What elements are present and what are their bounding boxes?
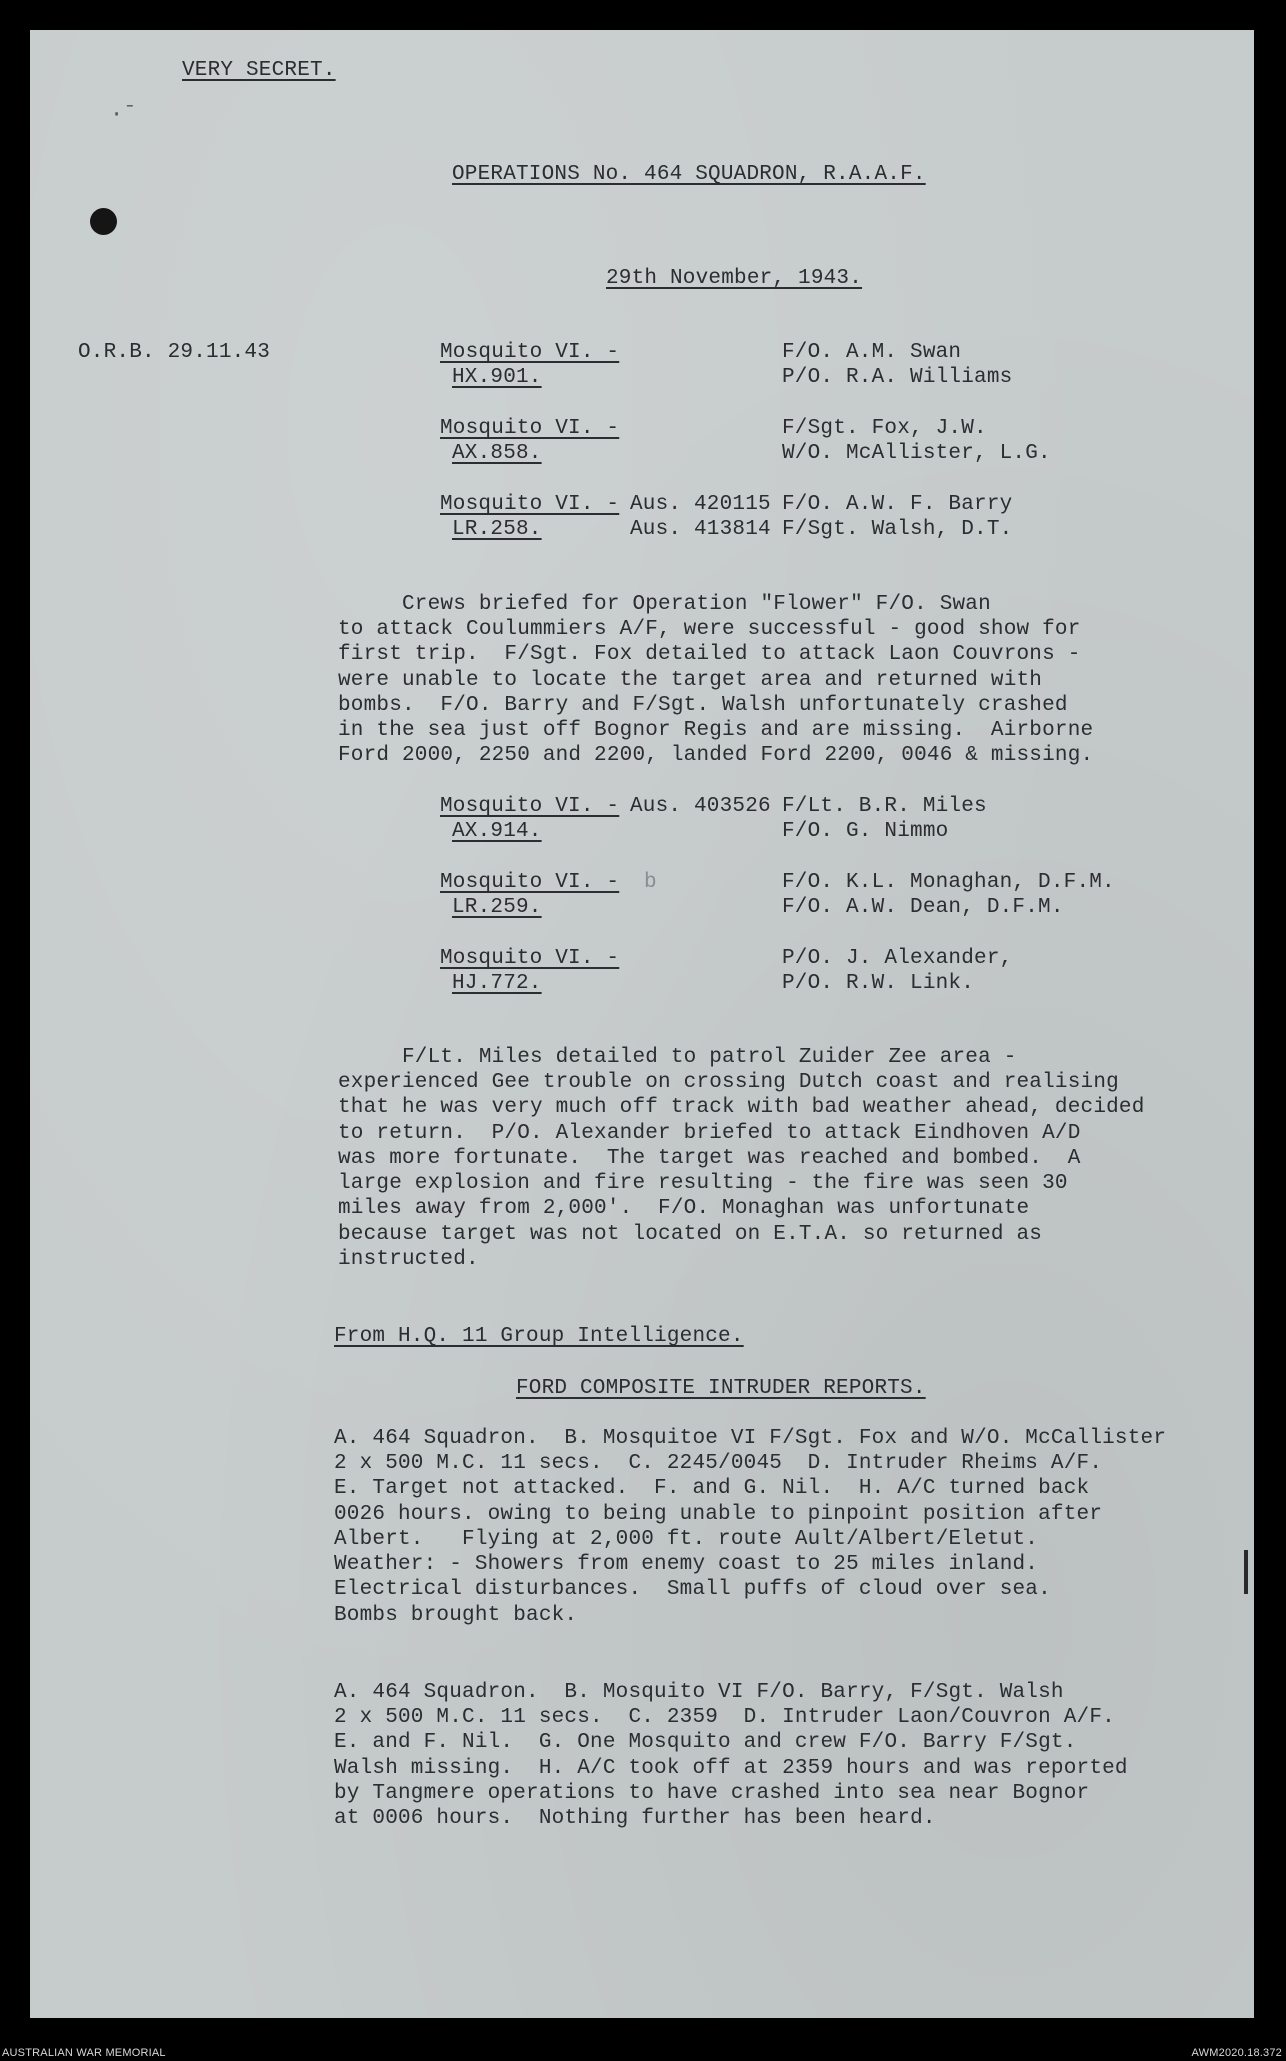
- text-line: experienced Gee trouble on crossing Dutch coast and realising: [338, 1071, 1119, 1094]
- text-line: 2 x 500 M.C. 11 secs. C. 2245/0045 D. Intruder Rheims A/F.: [334, 1452, 1103, 1475]
- page-edge-mark: [1244, 1550, 1248, 1594]
- crew-navigator: P/O. R.A. Williams: [782, 366, 1013, 389]
- aircraft-type: Mosquito VI. -: [440, 947, 620, 970]
- text-line: Crews briefed for Operation "Flower" F/O. Swan: [338, 593, 991, 616]
- service-number: Aus. 413814: [630, 518, 771, 541]
- document-page: [30, 30, 1254, 2018]
- aircraft-type: Mosquito VI. -: [440, 341, 620, 364]
- crew-navigator: P/O. R.W. Link.: [782, 972, 975, 995]
- text-line: Walsh missing. H. A/C took off at 2359 hours and was reported: [334, 1757, 1128, 1780]
- aircraft-serial: LR.259.: [452, 896, 542, 919]
- text-line: A. 464 Squadron. B. Mosquito VI F/O. Barry, F/Sgt. Walsh: [334, 1681, 1064, 1704]
- text-line: was more fortunate. The target was reached and bombed. A: [338, 1147, 1081, 1170]
- text-line: to attack Coulummiers A/F, were successful - good show for: [338, 618, 1081, 641]
- text-line: instructed.: [338, 1248, 479, 1271]
- crew-pilot: F/O. K.L. Monaghan, D.F.M.: [782, 871, 1115, 894]
- text-line: E. Target not attacked. F. and G. Nil. H. A/C turned back: [334, 1477, 1090, 1500]
- crew-navigator: F/O. A.W. Dean, D.F.M.: [782, 896, 1064, 919]
- aircraft-serial: AX.914.: [452, 820, 542, 843]
- aircraft-serial: LR.258.: [452, 518, 542, 541]
- crew-pilot: F/O. A.W. F. Barry: [782, 493, 1013, 516]
- text-line: bombs. F/O. Barry and F/Sgt. Walsh unfortunately crashed: [338, 694, 1068, 717]
- aircraft-type: Mosquito VI. -: [440, 871, 620, 894]
- orb-reference: O.R.B. 29.11.43: [78, 341, 271, 364]
- crew-navigator: F/Sgt. Walsh, D.T.: [782, 518, 1013, 541]
- text-line: first trip. F/Sgt. Fox detailed to attack Laon Couvrons -: [338, 643, 1081, 666]
- text-line: large explosion and fire resulting - the fire was seen 30: [338, 1172, 1068, 1195]
- text-line: Electrical disturbances. Small puffs of cloud over sea.: [334, 1578, 1051, 1601]
- text-line: F/Lt. Miles detailed to patrol Zuider Zee area -: [338, 1046, 1017, 1069]
- text-line: because target was not located on E.T.A. so returned as: [338, 1223, 1043, 1246]
- text-line: A. 464 Squadron. B. Mosquitoe VI F/Sgt. Fox and W/O. McCallister: [334, 1427, 1167, 1450]
- text-line: were unable to locate the target area and returned with: [338, 669, 1043, 692]
- text-line: to return. P/O. Alexander briefed to attack Eindhoven A/D: [338, 1122, 1081, 1145]
- text-line: by Tangmere operations to have crashed into sea near Bognor: [334, 1782, 1090, 1805]
- service-number: Aus. 420115: [630, 493, 771, 516]
- text-line: Albert. Flying at 2,000 ft. route Ault/Albert/Eletut.: [334, 1528, 1039, 1551]
- text-line: at 0006 hours. Nothing further has been heard.: [334, 1807, 936, 1830]
- text-line: Ford 2000, 2250 and 2200, landed Ford 2200, 0046 & missing.: [338, 744, 1094, 767]
- aircraft-type: Mosquito VI. -: [440, 493, 620, 516]
- crew-navigator: F/O. G. Nimmo: [782, 820, 949, 843]
- ink-speck: ·ˉ: [110, 102, 137, 127]
- footer-accession-number: AWM2020.18.372: [1191, 2047, 1282, 2059]
- text-line: Bombs brought back.: [334, 1604, 578, 1627]
- punch-hole: [90, 208, 117, 235]
- classification-label: VERY SECRET.: [182, 59, 336, 82]
- aircraft-serial: AX.858.: [452, 442, 542, 465]
- aircraft-type: Mosquito VI. -: [440, 417, 620, 440]
- aircraft-serial: HX.901.: [452, 366, 542, 389]
- crew-navigator: W/O. McAllister, L.G.: [782, 442, 1051, 465]
- crew-pilot: P/O. J. Alexander,: [782, 947, 1013, 970]
- text-line: that he was very much off track with bad weather ahead, decided: [338, 1096, 1145, 1119]
- aircraft-serial: HJ.772.: [452, 972, 542, 995]
- document-title: OPERATIONS No. 464 SQUADRON, R.A.A.F.: [452, 163, 926, 186]
- text-line: E. and F. Nil. G. One Mosquito and crew F/O. Barry F/Sgt.: [334, 1731, 1077, 1754]
- crew-pilot: F/Sgt. Fox, J.W.: [782, 417, 987, 440]
- footer-archive-name: AUSTRALIAN WAR MEMORIAL: [2, 2047, 166, 2059]
- crew-pilot: F/Lt. B.R. Miles: [782, 795, 987, 818]
- intelligence-heading: From H.Q. 11 Group Intelligence.: [334, 1325, 744, 1348]
- reports-heading: FORD COMPOSITE INTRUDER REPORTS.: [516, 1377, 926, 1400]
- text-line: in the sea just off Bognor Regis and are missing. Airborne: [338, 719, 1094, 742]
- aircraft-type: Mosquito VI. -: [440, 795, 620, 818]
- stray-mark: b: [644, 871, 657, 894]
- text-line: Weather: - Showers from enemy coast to 25 miles inland.: [334, 1553, 1039, 1576]
- service-number: Aus. 403526: [630, 795, 771, 818]
- crew-pilot: F/O. A.M. Swan: [782, 341, 962, 364]
- text-line: miles away from 2,000'. F/O. Monaghan was unfortunate: [338, 1197, 1030, 1220]
- text-line: 2 x 500 M.C. 11 secs. C. 2359 D. Intruder Laon/Couvron A/F.: [334, 1706, 1115, 1729]
- text-line: 0026 hours. owing to being unable to pinpoint position after: [334, 1503, 1103, 1526]
- document-date: 29th November, 1943.: [606, 267, 863, 290]
